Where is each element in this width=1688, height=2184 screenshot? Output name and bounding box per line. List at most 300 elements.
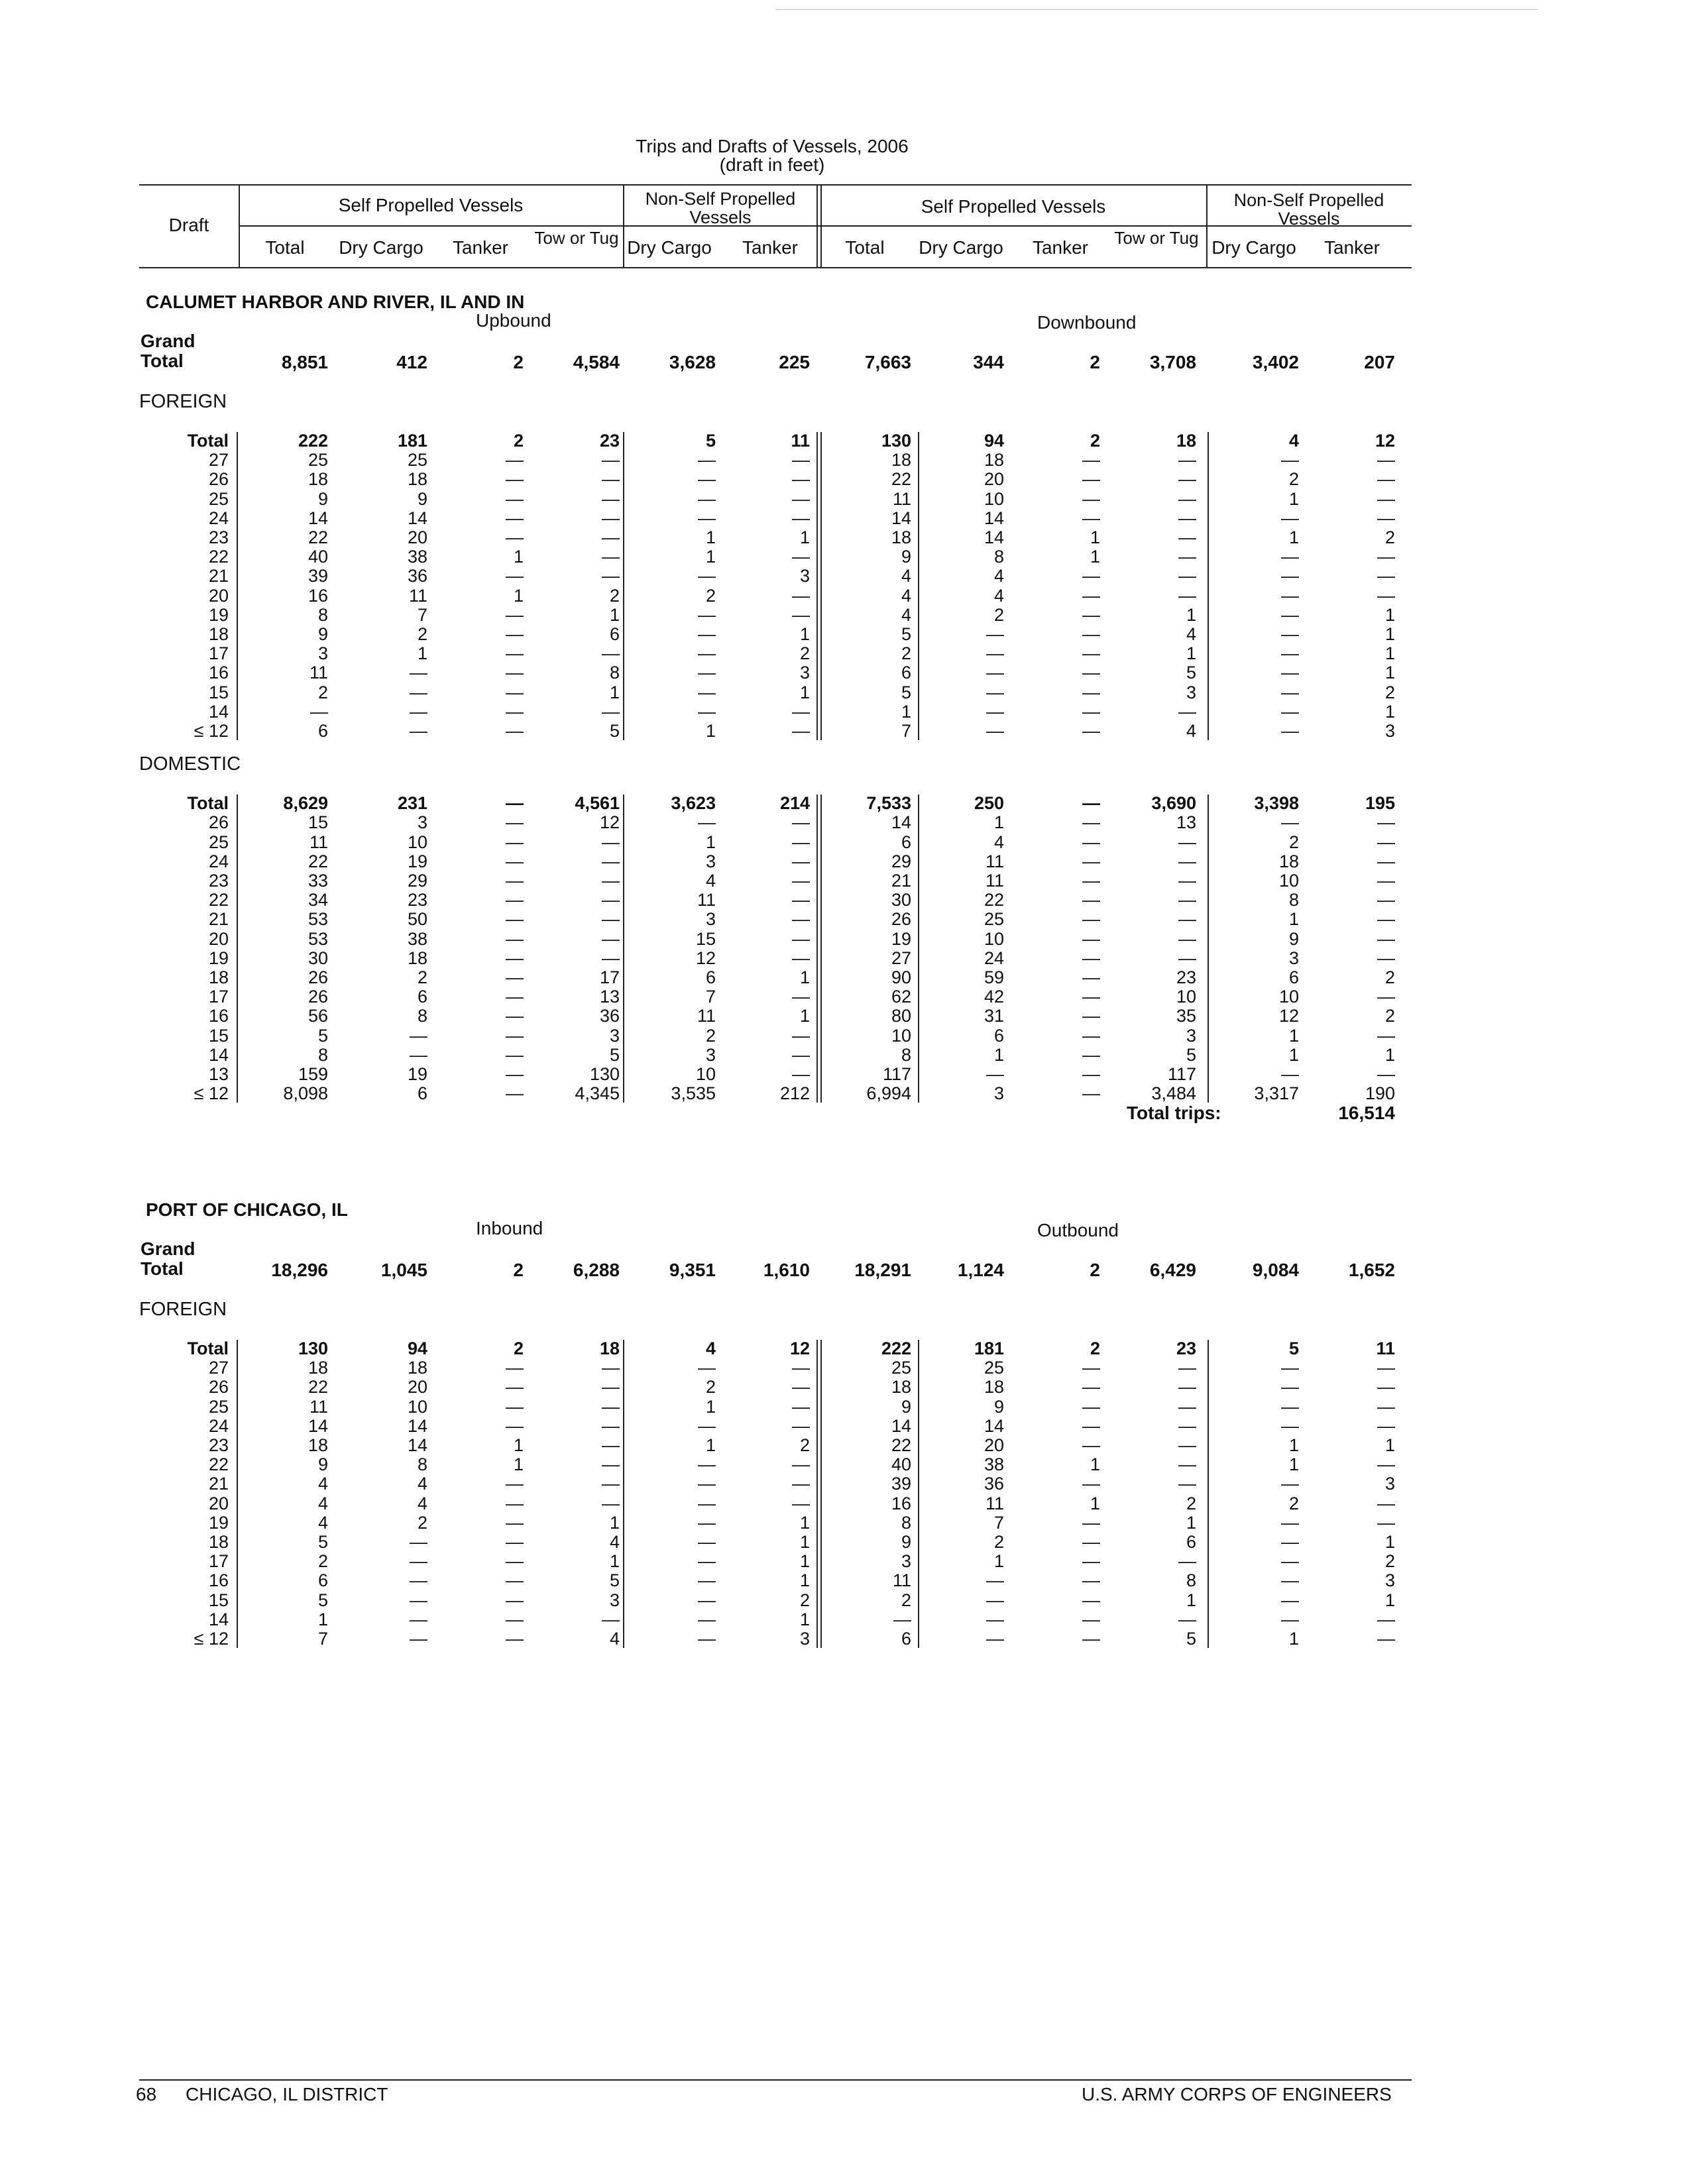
table-cell: — — [1281, 1570, 1299, 1591]
table-cell: — — [1377, 1025, 1395, 1046]
column-header: Tanker — [1032, 237, 1089, 258]
table-cell: — — [698, 1570, 716, 1591]
table-cell: 1 — [705, 1396, 716, 1417]
table-cell: — — [506, 701, 524, 722]
table-cell: 1 — [993, 1044, 1004, 1065]
table-cell: 42 — [984, 987, 1004, 1007]
table-cell: 2 — [1384, 967, 1395, 987]
table-cell: 1 — [799, 1006, 810, 1026]
table-cell: 11 — [309, 663, 328, 683]
table-cell: — — [1082, 1629, 1100, 1649]
grand-total-value: 225 — [779, 352, 810, 372]
row-draft-label: 21 — [208, 1474, 229, 1494]
header-group-sp-right: Self Propelled Vessels — [921, 196, 1106, 217]
category-label: FOREIGN — [139, 391, 227, 412]
table-cell: 10 — [984, 928, 1004, 949]
row-draft-label: 24 — [208, 508, 229, 528]
table-cell: — — [698, 701, 716, 722]
table-cell: 8 — [901, 1044, 911, 1065]
table-cell: — — [792, 909, 810, 930]
table-cell: — — [506, 1532, 524, 1552]
table-cell: 6 — [901, 1629, 911, 1649]
table-cell: 12 — [1278, 1006, 1299, 1026]
table-cell: — — [602, 701, 620, 722]
table-cell: 24 — [984, 948, 1004, 968]
table-cell: 23 — [1176, 967, 1196, 987]
table-cell: 3 — [799, 566, 810, 586]
table-cell: 14 — [891, 1415, 911, 1436]
table-cell: 94 — [984, 431, 1004, 451]
table-cell: — — [506, 1006, 524, 1026]
table-cell: 2 — [705, 1377, 716, 1397]
block-column-rule — [623, 794, 624, 1103]
table-cell: 18 — [407, 1358, 427, 1378]
column-header: Dry Cargo — [339, 237, 423, 258]
table-cell: 4 — [1186, 721, 1196, 741]
row-draft-label: 25 — [208, 488, 229, 509]
table-cell: — — [1178, 832, 1196, 852]
row-draft-label: 22 — [208, 1454, 229, 1475]
grand-total-value: 1,610 — [763, 1260, 810, 1280]
table-cell: 1 — [1384, 643, 1395, 664]
table-cell: 38 — [407, 547, 427, 567]
table-cell: — — [792, 890, 810, 910]
table-cell: 19 — [891, 928, 911, 949]
table-cell: — — [506, 566, 524, 586]
table-cell: 2 — [705, 585, 716, 606]
table-cell: — — [602, 909, 620, 930]
table-cell: 3,317 — [1254, 1083, 1299, 1104]
table-cell: 8 — [417, 1454, 427, 1475]
table-cell: 6 — [1288, 967, 1299, 987]
grand-total-label: Total — [141, 1258, 184, 1279]
table-cell: 4 — [993, 566, 1004, 586]
table-cell: — — [986, 1064, 1004, 1084]
table-cell: 11 — [985, 851, 1004, 871]
table-cell: — — [506, 909, 524, 930]
table-cell: 1 — [317, 1609, 328, 1629]
table-cell: — — [1082, 1609, 1100, 1629]
table-cell: — — [1082, 967, 1100, 987]
table-cell: — — [792, 1358, 810, 1378]
table-cell: 2 — [1288, 469, 1299, 490]
row-draft-label: 23 — [208, 527, 229, 547]
table-cell: 3 — [901, 1551, 911, 1572]
table-cell: — — [506, 1415, 524, 1436]
table-cell: 5 — [1186, 1629, 1196, 1649]
table-cell: — — [792, 508, 810, 528]
table-cell: 6 — [901, 832, 911, 852]
table-cell: — — [986, 1609, 1004, 1629]
table-cell: 10 — [1176, 987, 1196, 1007]
table-cell: 1 — [799, 1570, 810, 1591]
table-cell: — — [792, 928, 810, 949]
table-cell: 5 — [317, 1025, 328, 1046]
table-cell: — — [698, 1609, 716, 1629]
table-cell: — — [698, 1454, 716, 1475]
block-column-rule — [1208, 432, 1209, 740]
table-cell: 38 — [984, 1454, 1004, 1475]
table-cell: 15 — [308, 812, 328, 833]
table-cell: 4 — [317, 1474, 328, 1494]
row-draft-label: 17 — [208, 987, 229, 1007]
table-cell: — — [1377, 909, 1395, 930]
table-cell: — — [506, 508, 524, 528]
table-cell: 1 — [1186, 1512, 1196, 1533]
table-cell: — — [1178, 566, 1196, 586]
table-cell: — — [410, 1609, 427, 1629]
table-cell: 7 — [317, 1629, 328, 1649]
table-cell: — — [792, 871, 810, 891]
table-cell: 6 — [609, 624, 620, 644]
table-cell: — — [1178, 1551, 1196, 1572]
table-cell: — — [792, 948, 810, 968]
table-cell: 1 — [1090, 1454, 1100, 1475]
grand-total-label: Grand — [141, 1238, 196, 1259]
table-cell: — — [1082, 488, 1100, 509]
table-cell: 5 — [1288, 1338, 1299, 1358]
table-cell: 9 — [317, 1454, 328, 1475]
table-cell: 130 — [589, 1064, 620, 1084]
grand-total-value: 7,663 — [864, 352, 911, 372]
block-column-rule — [237, 794, 238, 1103]
table-cell: 2 — [901, 1590, 911, 1610]
table-cell: — — [602, 1474, 620, 1494]
table-cell: 4 — [1288, 431, 1299, 451]
table-cell: 1 — [705, 547, 716, 567]
grand-total-value: 412 — [396, 352, 427, 372]
table-cell: — — [602, 890, 620, 910]
table-cell: — — [792, 604, 810, 625]
table-cell: 1 — [513, 585, 524, 606]
table-cell: 94 — [407, 1338, 427, 1358]
table-cell: — — [1377, 1609, 1395, 1629]
table-cell: 11 — [697, 1006, 716, 1026]
table-cell: — — [506, 1512, 524, 1533]
table-cell: 29 — [407, 871, 427, 891]
column-header: Tanker — [1323, 237, 1380, 258]
table-cell: — — [986, 624, 1004, 644]
table-cell: 62 — [891, 987, 911, 1007]
table-cell: — — [1082, 812, 1100, 833]
table-cell: 1 — [513, 1454, 524, 1475]
table-cell: — — [1178, 948, 1196, 968]
table-cell: 9 — [993, 1396, 1004, 1417]
table-cell: — — [1281, 585, 1299, 606]
table-cell: — — [698, 604, 716, 625]
table-cell: — — [1377, 871, 1395, 891]
table-cell: — — [698, 508, 716, 528]
column-header: Tanker — [742, 237, 799, 258]
table-cell: — — [1281, 1474, 1299, 1494]
table-cell: 14 — [984, 1415, 1004, 1436]
row-draft-label: 16 — [208, 1006, 229, 1026]
row-draft-label: 21 — [208, 909, 229, 930]
table-cell: — — [1281, 643, 1299, 664]
table-cell: — — [1281, 1064, 1299, 1084]
table-cell: — — [1281, 1512, 1299, 1533]
table-cell: 21 — [891, 871, 911, 891]
table-cell: 1 — [609, 604, 620, 625]
table-cell: — — [1377, 508, 1395, 528]
column-header-rule — [816, 225, 818, 267]
table-cell: 18 — [984, 450, 1004, 470]
table-cell: — — [506, 527, 524, 547]
table-cell: 1 — [1186, 604, 1196, 625]
table-cell: 18 — [308, 469, 328, 490]
row-draft-label: 19 — [208, 1512, 229, 1533]
table-cell: 1 — [513, 1435, 524, 1455]
table-cell: — — [1082, 1396, 1100, 1417]
table-cell: — — [1082, 948, 1100, 968]
grand-total-value: 9,084 — [1252, 1260, 1299, 1280]
table-cell: — — [1178, 527, 1196, 547]
table-cell: 1 — [1186, 643, 1196, 664]
table-cell: 222 — [881, 1338, 911, 1358]
table-cell: 11 — [1376, 1338, 1395, 1358]
table-cell: — — [1082, 1358, 1100, 1378]
table-cell: 3 — [317, 643, 328, 664]
table-cell: 3 — [799, 663, 810, 683]
table-cell: — — [986, 721, 1004, 741]
row-draft-label: 19 — [208, 604, 229, 625]
table-cell: — — [792, 987, 810, 1007]
table-cell: 130 — [298, 1338, 328, 1358]
grand-total-value: 18,296 — [271, 1260, 328, 1280]
table-cell: — — [506, 948, 524, 968]
table-cell: 50 — [407, 909, 427, 930]
table-cell: — — [1281, 450, 1299, 470]
row-draft-label: 17 — [208, 1551, 229, 1572]
row-draft-label: 14 — [208, 1044, 229, 1065]
table-cell: 20 — [984, 469, 1004, 490]
table-cell: — — [1377, 566, 1395, 586]
table-cell: 1 — [799, 1532, 810, 1552]
table-cell: — — [1178, 1435, 1196, 1455]
table-cell: — — [506, 832, 524, 852]
table-cell: 16 — [308, 585, 328, 606]
row-draft-label: 13 — [208, 1064, 229, 1084]
column-header-rule — [1206, 225, 1208, 267]
table-cell: — — [506, 1396, 524, 1417]
table-cell: 8 — [317, 604, 328, 625]
table-cell: — — [792, 585, 810, 606]
table-cell: — — [1178, 547, 1196, 567]
table-cell: 1 — [799, 1551, 810, 1572]
table-cell: 3 — [799, 1629, 810, 1649]
table-cell: — — [792, 1454, 810, 1475]
table-cell: — — [792, 721, 810, 741]
table-cell: 1 — [1384, 701, 1395, 722]
table-cell: — — [506, 721, 524, 741]
table-cell: — — [602, 508, 620, 528]
table-cell: — — [1082, 643, 1100, 664]
table-cell: 4 — [993, 585, 1004, 606]
table-cell: — — [1178, 488, 1196, 509]
table-cell: 1 — [1384, 1590, 1395, 1610]
table-cell: 5 — [901, 682, 911, 702]
table-cell: 18 — [407, 469, 427, 490]
table-cell: 5 — [705, 431, 716, 451]
table-cell: 181 — [397, 431, 427, 451]
table-cell: 6,994 — [866, 1083, 911, 1104]
table-cell: 2 — [1090, 1338, 1100, 1358]
table-cell: — — [410, 1570, 427, 1591]
table-cell: 10 — [407, 832, 427, 852]
grand-total-value: 3,402 — [1252, 352, 1299, 372]
table-cell: 25 — [308, 450, 328, 470]
table-cell: 2 — [705, 1025, 716, 1046]
table-cell: — — [1082, 987, 1100, 1007]
table-cell: — — [1281, 1358, 1299, 1378]
table-cell: 33 — [308, 871, 328, 891]
table-cell: 1 — [1090, 547, 1100, 567]
table-cell: 222 — [298, 431, 328, 451]
column-header-rule — [820, 225, 822, 267]
table-cell: — — [602, 871, 620, 891]
table-cell: — — [1281, 721, 1299, 741]
table-cell: 2 — [417, 624, 427, 644]
table-cell: 9 — [417, 488, 427, 509]
table-cell: — — [506, 890, 524, 910]
table-cell: 18 — [984, 1377, 1004, 1397]
table-cell: 1 — [799, 527, 810, 547]
table-cell: 1 — [1090, 1493, 1100, 1513]
table-cell: 1 — [609, 1512, 620, 1533]
table-cell: 1 — [1288, 909, 1299, 930]
table-cell: 11 — [408, 585, 427, 606]
table-cell: — — [792, 547, 810, 567]
table-cell: — — [506, 1025, 524, 1046]
table-cell: 212 — [779, 1083, 810, 1104]
table-cell: 6 — [993, 1025, 1004, 1046]
table-cell: — — [506, 1474, 524, 1494]
table-cell: 9 — [901, 1532, 911, 1552]
table-cell: — — [410, 1590, 427, 1610]
table-cell: 36 — [407, 566, 427, 586]
table-cell: 5 — [901, 624, 911, 644]
table-cell: 1 — [799, 1512, 810, 1533]
table-cell: — — [1281, 1532, 1299, 1552]
table-cell: — — [698, 1474, 716, 1494]
table-cell: 10 — [1278, 871, 1299, 891]
table-cell: — — [1281, 1551, 1299, 1572]
table-cell: 190 — [1365, 1083, 1395, 1104]
table-cell: — — [698, 566, 716, 586]
table-cell: — — [1082, 832, 1100, 852]
table-cell: 9 — [317, 488, 328, 509]
table-cell: 8 — [417, 1006, 427, 1026]
table-cell: 18 — [599, 1338, 620, 1358]
table-cell: 40 — [308, 547, 328, 567]
table-cell: — — [602, 488, 620, 509]
table-cell: 3 — [1186, 682, 1196, 702]
table-cell: — — [1082, 1590, 1100, 1610]
table-cell: 1 — [609, 1551, 620, 1572]
table-cell: 1 — [1288, 1454, 1299, 1475]
grand-total-value: 1,045 — [380, 1260, 427, 1280]
row-draft-label: ≤ 12 — [194, 721, 229, 741]
grand-total-value: 6,429 — [1149, 1260, 1196, 1280]
table-cell: 14 — [308, 508, 328, 528]
table-cell: 4 — [417, 1493, 427, 1513]
table-cell: — — [1082, 909, 1100, 930]
table-cell: — — [602, 1454, 620, 1475]
table-cell: — — [1178, 851, 1196, 871]
table-cell: 22 — [891, 1435, 911, 1455]
table-cell: — — [1082, 469, 1100, 490]
row-draft-label: 20 — [208, 585, 229, 606]
table-cell: — — [602, 832, 620, 852]
table-cell: 7 — [901, 721, 911, 741]
table-cell: 4 — [901, 585, 911, 606]
table-cell: — — [1082, 1435, 1100, 1455]
table-cell: — — [1082, 1512, 1100, 1533]
table-cell: — — [1082, 1044, 1100, 1065]
table-cell: — — [698, 450, 716, 470]
table-cell: — — [1281, 663, 1299, 683]
table-cell: 181 — [974, 1338, 1004, 1358]
table-cell: — — [1281, 1590, 1299, 1610]
table-cell: — — [602, 1435, 620, 1455]
table-cell: 4 — [417, 1474, 427, 1494]
table-cell: — — [698, 643, 716, 664]
grand-total-value: 4,584 — [573, 352, 620, 372]
table-cell: — — [792, 1025, 810, 1046]
table-cell: 38 — [407, 928, 427, 949]
table-cell: — — [506, 871, 524, 891]
table-cell: 1 — [1384, 1532, 1395, 1552]
total-trips-value: 16,514 — [1338, 1103, 1395, 1124]
table-cell: — — [1377, 1377, 1395, 1397]
table-cell: — — [986, 1570, 1004, 1591]
table-cell: 10 — [984, 488, 1004, 509]
table-cell: — — [1377, 1415, 1395, 1436]
table-cell: — — [506, 469, 524, 490]
table-cell: — — [1082, 624, 1100, 644]
table-cell: — — [792, 1396, 810, 1417]
table-cell: 1 — [705, 1435, 716, 1455]
block-column-rule — [623, 1340, 624, 1648]
table-cell: 2 — [799, 1435, 810, 1455]
table-cell: — — [602, 527, 620, 547]
table-cell: — — [792, 1493, 810, 1513]
table-cell: — — [410, 701, 427, 722]
table-cell: 22 — [891, 469, 911, 490]
table-cell: — — [1377, 832, 1395, 852]
table-cell: — — [1377, 890, 1395, 910]
table-cell: 3 — [705, 909, 716, 930]
header-draft: Draft — [168, 215, 209, 235]
grand-total-value: 6,288 — [573, 1260, 620, 1280]
table-cell: — — [602, 547, 620, 567]
table-cell: 25 — [891, 1358, 911, 1378]
table-cell: — — [792, 812, 810, 833]
table-cell: — — [506, 851, 524, 871]
table-cell: 16 — [891, 1493, 911, 1513]
table-cell: — — [1377, 488, 1395, 509]
table-cell: — — [506, 812, 524, 833]
table-cell: 8 — [317, 1044, 328, 1065]
row-draft-label: 15 — [208, 1590, 229, 1610]
table-cell: 5 — [609, 1044, 620, 1065]
table-cell: 8 — [1288, 890, 1299, 910]
table-cell: — — [1178, 890, 1196, 910]
table-cell: — — [1178, 909, 1196, 930]
table-cell: 5 — [317, 1532, 328, 1552]
table-cell: — — [1178, 1377, 1196, 1397]
table-cell: — — [1082, 1415, 1100, 1436]
